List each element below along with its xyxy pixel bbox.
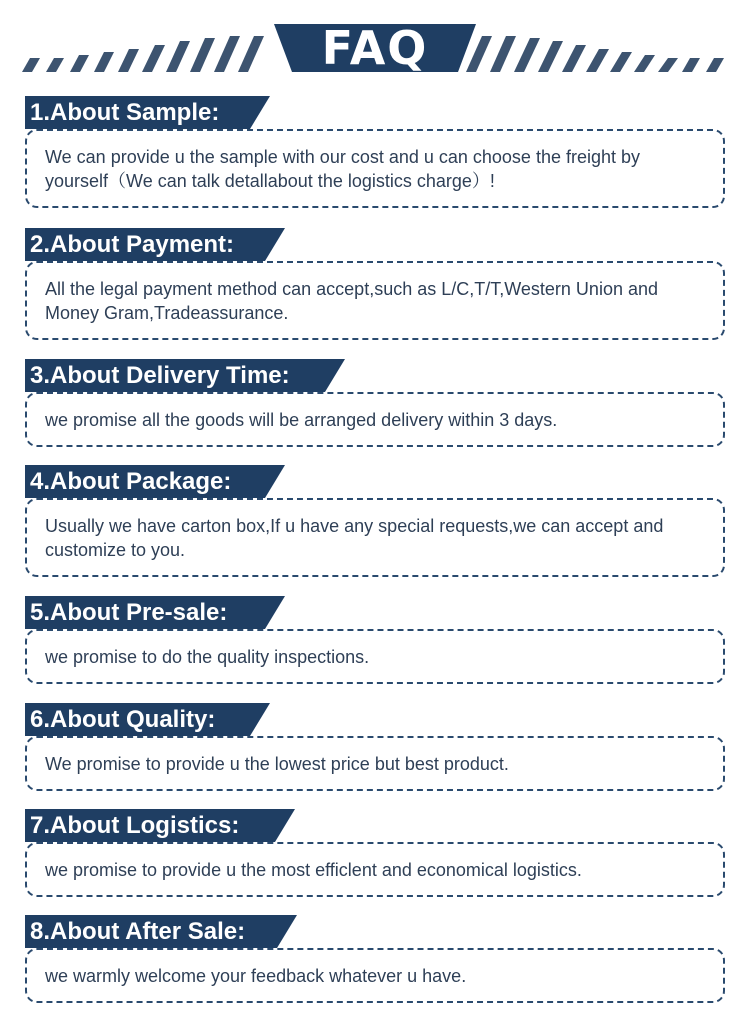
section-heading-text: 8.About After Sale: (30, 918, 246, 945)
faq-header-banner (0, 0, 750, 82)
faq-section-after-sale (25, 915, 725, 1003)
section-answer-box (25, 129, 725, 208)
page-title: FAQ (321, 21, 429, 75)
section-answer-box (25, 842, 725, 897)
section-heading (25, 809, 725, 842)
section-answer-box (25, 736, 725, 791)
faq-section-package (25, 465, 725, 577)
section-answer-text: we promise to provide u the most efficlent and economical logistics. (45, 859, 582, 880)
faq-section-quality (25, 703, 725, 791)
section-answer-box (25, 629, 725, 684)
section-heading (25, 96, 725, 129)
faq-section-pre-sale (25, 596, 725, 684)
faq-section-payment (25, 228, 725, 340)
section-heading-text: 6.About Quality: (30, 706, 216, 733)
section-heading-text: 7.About Logistics: (30, 812, 240, 839)
section-answer-box (25, 498, 725, 577)
section-heading (25, 465, 725, 498)
section-heading (25, 596, 725, 629)
section-heading (25, 228, 725, 261)
section-heading-text: 5.About Pre-sale: (30, 599, 228, 626)
section-answer-text: All the legal payment method can accept,such as L/C,T/T,Western Union and Money Gram,Tradeassurance. (45, 278, 658, 323)
section-answer-text: We promise to provide u the lowest price but best product. (45, 753, 509, 774)
section-heading (25, 359, 725, 392)
faq-section-logistics (25, 809, 725, 897)
section-answer-text: we promise all the goods will be arranged delivery within 3 days. (45, 409, 558, 430)
section-heading-text: 1.About Sample: (30, 99, 220, 126)
section-heading-text: 3.About Delivery Time: (30, 362, 290, 389)
section-heading-text: 4.About Package: (30, 468, 232, 495)
section-answer-text: we warmly welcome your feedback whatever u have. (45, 965, 467, 986)
faq-section-delivery-time (25, 359, 725, 447)
section-answer-text: we promise to do the quality inspections. (45, 646, 370, 667)
section-answer-box (25, 261, 725, 340)
section-heading-text: 2.About Payment: (30, 231, 235, 258)
section-answer-text: Usually we have carton box,If u have any special requests,we can accept and customize to you. (45, 515, 664, 560)
section-answer-box (25, 948, 725, 1003)
section-answer-box (25, 392, 725, 447)
section-heading (25, 703, 725, 736)
faq-section-sample (25, 96, 725, 208)
section-answer-text: We can provide u the sample with our cost and u can choose the freight by yourself（We can talk detallabout the logistics charge）! (45, 146, 641, 191)
section-heading (25, 915, 725, 948)
